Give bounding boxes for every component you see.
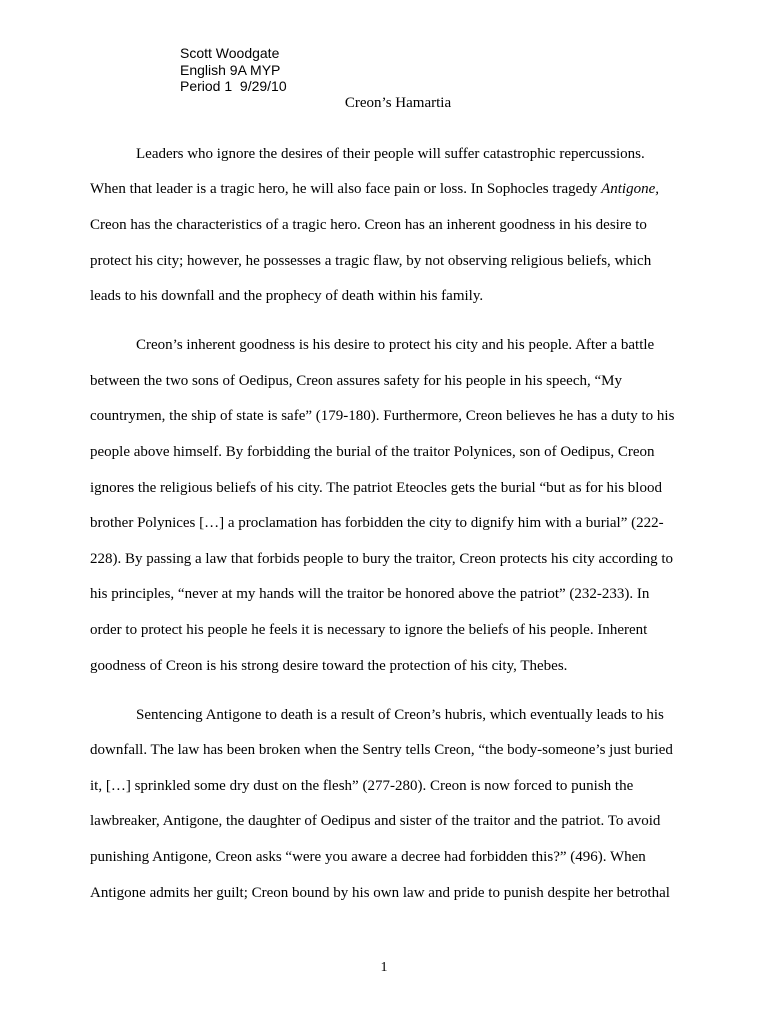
paragraph-3-line-3: it, […] sprinkled some dry dust on the flesh” (277-280). Creon is now forced to punish the bbox=[90, 778, 634, 794]
paragraph-1-line-3: Creon has the characteristics of a tragic hero. Creon has an inherent goodness in his desire to bbox=[90, 217, 647, 233]
page-number: 1 bbox=[380, 960, 388, 975]
paragraph-1-line-2 bbox=[90, 180, 659, 198]
paragraph-2-line-4: people above himself. By forbidding the burial of the traitor Polynices, son of Oedipus, Creon bbox=[90, 444, 655, 460]
essay-header bbox=[180, 45, 287, 95]
paragraph-2-line-8: his principles, “never at my hands will the traitor be honored above the patriot” (232-233). In bbox=[90, 586, 650, 602]
paragraph-2-line-7: 228). By passing a law that forbids people to bury the traitor, Creon protects his city according to bbox=[90, 551, 674, 567]
paragraph-1-line-2-text: When that leader is a tragic hero, he will also face pain or loss. In Sophocles tragedy bbox=[90, 181, 602, 197]
paragraph-2-line-10: goodness of Creon is his strong desire toward the protection of his city, Thebes. bbox=[90, 658, 568, 674]
paragraph-3-line-2: downfall. The law has been broken when the Sentry tells Creon, “the body-someone’s just buried bbox=[90, 742, 673, 758]
essay-title: Creon’s Hamartia bbox=[344, 95, 452, 111]
paragraph-3-line-5: punishing Antigone, Creon asks “were you aware a decree had forbidden this?” (496). When bbox=[90, 849, 646, 865]
paragraph-1-line-4: protect his city; however, he possesses a tragic flaw, by not observing religious beliefs, which bbox=[90, 253, 652, 269]
paragraph-3-line-1: Sentencing Antigone to death is a result of Creon’s hubris, which eventually leads to his bbox=[136, 707, 664, 723]
paragraph-1-line-1: Leaders who ignore the desires of their people will suffer catastrophic repercussions. bbox=[136, 146, 645, 162]
paragraph-2-line-5: ignores the religious beliefs of his city. The patriot Eteocles gets the burial “but as for his blood bbox=[90, 480, 662, 496]
paragraph-2-line-1: Creon’s inherent goodness is his desire to protect his city and his people. After a battle bbox=[136, 337, 655, 353]
paragraph-2-line-6: brother Polynices […] a proclamation has forbidden the city to dignify him with a burial” (222- bbox=[90, 515, 664, 531]
paragraph-2-line-3: countrymen, the ship of state is safe” (179-180). Furthermore, Creon believes he has a duty to his bbox=[90, 408, 675, 424]
play-title-antigone: Antigone, bbox=[601, 181, 659, 197]
paragraph-3-line-6: Antigone admits her guilt; Creon bound by his own law and pride to punish despite her betrothal bbox=[90, 885, 670, 901]
paragraph-1-line-5: leads to his downfall and the prophecy of death within his family. bbox=[90, 288, 484, 304]
paragraph-3-line-4: lawbreaker, Antigone, the daughter of Oedipus and sister of the traitor and the patriot. To avoid bbox=[90, 813, 661, 829]
paragraph-2-line-2: between the two sons of Oedipus, Creon assures safety for his people in his speech, “My bbox=[90, 373, 622, 389]
author-name: Scott Woodgate bbox=[180, 45, 280, 61]
paragraph-2-line-9: order to protect his people he feels it is necessary to ignore the beliefs of his people. Inherent bbox=[90, 622, 648, 638]
period-date: Period 1 9/29/10 bbox=[180, 78, 287, 94]
course-name: English 9A MYP bbox=[180, 61, 281, 78]
